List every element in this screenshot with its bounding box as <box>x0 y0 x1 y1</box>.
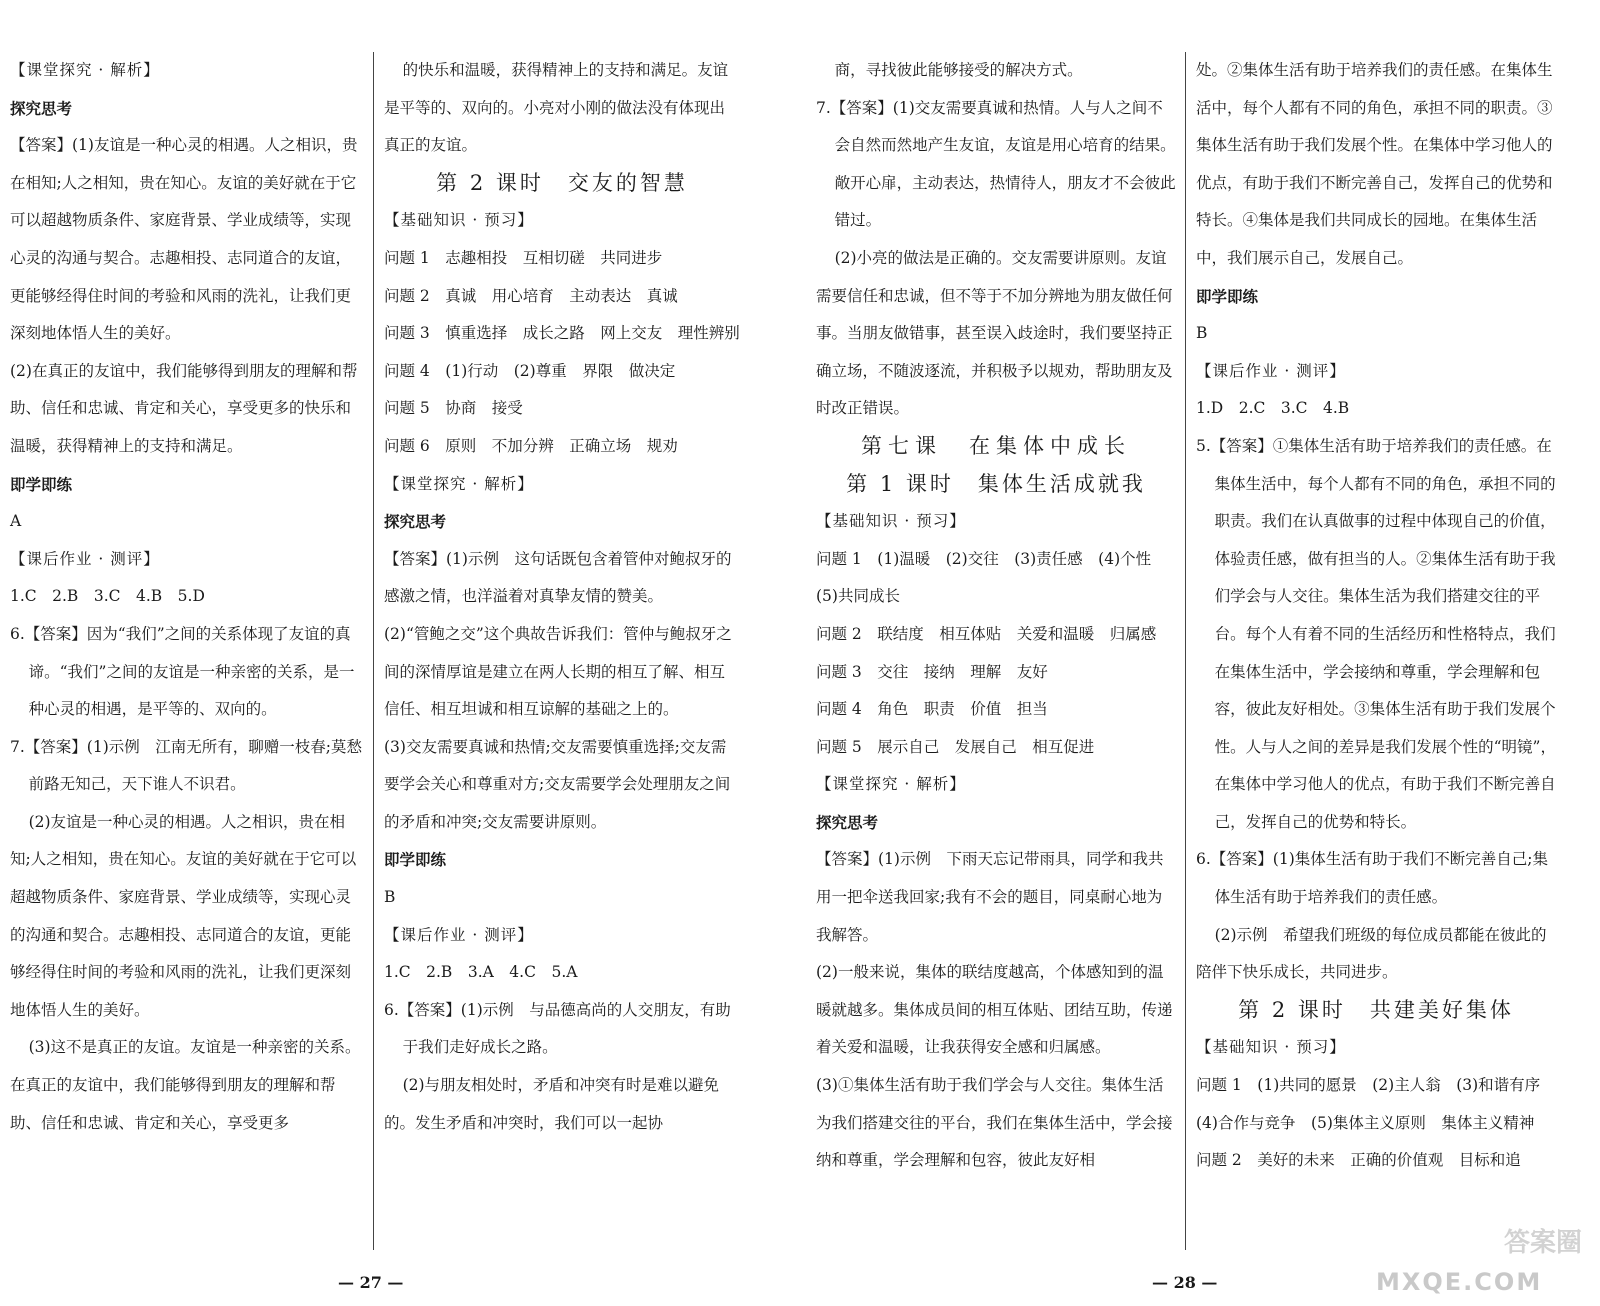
text-paragraph: 6.【答案】(1)集体生活有助于我们不断完善自己;集体生活有助于培养我们的责任感。 <box>1196 850 1548 907</box>
text-paragraph: 问题 5 协商 接受 <box>384 399 523 418</box>
text-paragraph: (2)“管鲍之交”这个典故告诉我们：管仲与鲍叔牙之间的深情厚谊是建立在两人长期的相互了解、相互信任、相互坦诚和相互谅解的基础之上的。 <box>384 624 732 719</box>
text-paragraph: 【答案】(1)友谊是一种心灵的相遇。人之相识，贵在相知;人之相知，贵在知心。友谊的美好就在于它可以超越物质条件、家庭背景、学业成绩等，实现心灵的沟通与契合。志趣相投、志同道合的友谊，更能够经得住时间的考验和风雨的洗礼，让我们更深刻地体悟人生的美好。 <box>10 136 358 343</box>
text-paragraph: A <box>10 512 22 531</box>
text-paragraph: 问题 2 真诚 用心培育 主动表达 真诚 <box>384 286 678 305</box>
text-paragraph: 问题 2 美好的未来 正确的价值观 目标和追 <box>1196 1151 1521 1170</box>
text-paragraph: 【课堂探究 · 解析】 <box>384 474 534 493</box>
text-paragraph: 即学即练 <box>384 850 447 870</box>
text-paragraph: 即学即练 <box>1196 286 1259 306</box>
watermark-logo <box>1376 1222 1586 1296</box>
text-paragraph: 问题 3 交往 接纳 理解 友好 <box>816 662 1048 681</box>
text-paragraph: (2)小亮的做法是正确的。交友需要讲原则。友谊需要信任和忠诚，但不等于不加分辨地为朋友做任何事。当朋友做错事，甚至误入歧途时，我们要坚持正确立场，不随波逐流，并积极予以规劝，帮助朋友及时改正错误。 <box>816 248 1173 418</box>
page-number: — 28 — <box>1152 1273 1218 1292</box>
watermark-cn: 答案圈 <box>1503 1228 1582 1258</box>
column-divider <box>1185 52 1186 1250</box>
text-paragraph: 问题 6 原则 不加分辨 正确立场 规劝 <box>384 436 678 455</box>
text-paragraph: 第 1 课时 集体生活成就我 <box>846 471 1146 496</box>
text-paragraph: 【基础知识 · 预习】 <box>816 512 966 531</box>
text-paragraph: 探究思考 <box>816 812 879 832</box>
text-paragraph: 问题 5 展示自己 发展自己 相互促进 <box>816 737 1095 756</box>
text-paragraph: 6.【答案】因为“我们”之间的关系体现了友谊的真谛。“我们”之间的友谊是一种亲密的关系，是一种心灵的相遇，是平等的、双向的。 <box>10 624 355 719</box>
text-paragraph: 7.【答案】(1)交友需要真诚和热情。人与人之间不会自然而然地产生友谊，友谊是用心培育的结果。敞开心扉，主动表达，热情待人，朋友才不会彼此错过。 <box>816 98 1176 230</box>
text-paragraph: 【课堂探究 · 解析】 <box>816 775 966 794</box>
text-paragraph: (3)这不是真正的友谊。友谊是一种亲密的关系。在真正的友谊中，我们能够得到朋友的理解和帮助、信任和忠诚、肯定和关心，享受更多 <box>10 1038 361 1132</box>
text-paragraph: (3)①集体生活有助于我们学会与人交往。集体生活为我们搭建交往的平台，我们在集体生活中，学会接纳和尊重，学会理解和包容，彼此友好相 <box>816 1076 1173 1170</box>
text-paragraph: 的快乐和温暖，获得精神上的支持和满足。友谊是平等的、双向的。小亮对小刚的做法没有体现出真正的友谊。 <box>384 61 729 155</box>
left-column-1 <box>10 52 362 1142</box>
text-paragraph: 【课后作业 · 测评】 <box>10 549 160 568</box>
text-paragraph: (2)友谊是一种心灵的相遇。人之相识，贵在相知;人之相知，贵在知心。友谊的美好就在于它可以超越物质条件、家庭背景、学业成绩等，实现心灵的沟通和契合。志趣相投、志同道合的友谊，更能够经得住时间的考验和风雨的洗礼，让我们更深刻地体悟人生的美好。 <box>10 812 357 1019</box>
text-paragraph: 第 2 课时 共建美好集体 <box>1238 997 1514 1022</box>
text-paragraph: 探究思考 <box>384 512 447 532</box>
right-page <box>800 0 1600 1306</box>
text-paragraph: 7.【答案】(1)示例 江南无所有，聊赠一枝春;莫愁前路无知己，天下谁人不识君。 <box>10 737 362 794</box>
column-divider <box>373 52 374 1250</box>
text-paragraph: 【课后作业 · 测评】 <box>1196 361 1346 380</box>
text-paragraph: 1.C 2.B 3.C 4.B 5.D <box>10 587 205 606</box>
left-page <box>0 0 790 1306</box>
text-paragraph: 问题 4 (1)行动 (2)尊重 界限 做决定 <box>384 361 676 380</box>
text-paragraph: 6.【答案】(1)示例 与品德高尚的人交朋友，有助于我们走好成长之路。 <box>384 1000 731 1057</box>
text-paragraph: 【课堂探究 · 解析】 <box>10 61 160 79</box>
text-paragraph: 问题 4 角色 职责 价值 担当 <box>816 700 1048 719</box>
text-paragraph: (2)在真正的友谊中，我们能够得到朋友的理解和帮助、信任和忠诚、肯定和关心，享受更多的快乐和温暖，获得精神上的支持和满足。 <box>10 361 358 455</box>
text-paragraph: 第 2 课时 交友的智慧 <box>436 170 688 195</box>
text-paragraph: 问题 1 志趣相投 互相切磋 共同进步 <box>384 248 663 267</box>
text-paragraph: 处。②集体生活有助于培养我们的责任感。在集体生活中，每个人都有不同的角色，承担不同的职责。③集体生活有助于我们发展个性。在集体中学习他人的优点，有助于我们不断完善自己，发挥自己的优势和特长。④集体是我们共同成长的园地。在集体生活中，我们展示自己，发展自己。 <box>1196 61 1553 267</box>
text-paragraph: 探究思考 <box>10 98 73 118</box>
watermark-en: MXQE.COM <box>1376 1268 1543 1296</box>
text-paragraph: 1.C 2.B 3.A 4.C 5.A <box>384 963 578 982</box>
text-paragraph: B <box>384 888 396 907</box>
text-paragraph: 问题 1 (1)共同的愿景 (2)主人翁 (3)和谐有序 (4)合作与竞争 (5)集体主义原则 集体主义精神 <box>1196 1076 1556 1132</box>
text-paragraph: 1.D 2.C 3.C 4.B <box>1196 399 1350 418</box>
text-paragraph: 即学即练 <box>10 474 73 494</box>
left-column-2 <box>384 52 740 1142</box>
text-paragraph: 【答案】(1)示例 这句话既包含着管仲对鲍叔牙的感激之情，也洋溢着对真挚友情的赞美。 <box>384 549 732 606</box>
text-paragraph: B <box>1196 324 1208 343</box>
text-paragraph: 问题 2 联结度 相互体贴 关爱和温暖 归属感 <box>816 624 1157 643</box>
text-paragraph: 【基础知识 · 预习】 <box>1196 1038 1346 1057</box>
text-paragraph: 【答案】(1)示例 下雨天忘记带雨具，同学和我共用一把伞送我回家;我有不会的题目，同桌耐心地为我解答。 <box>816 850 1164 944</box>
text-paragraph: 问题 3 慎重选择 成长之路 网上交友 理性辨别 <box>384 324 740 343</box>
text-paragraph: 【基础知识 · 预习】 <box>384 211 534 230</box>
text-paragraph: (2)一般来说，集体的联结度越高，个体感知到的温暖就越多。集体成员间的相互体贴、团结互助，传递着关爱和温暖，让我获得安全感和归属感。 <box>816 963 1173 1057</box>
right-column-1 <box>816 52 1176 1180</box>
text-paragraph: 5.【答案】①集体生活有助于培养我们的责任感。在集体生活中，每个人都有不同的角色，承担不同的职责。我们在认真做事的过程中体现自己的价值，体验责任感，做有担当的人。②集体生活有助于我们学会与人交往。集体生活为我们搭建交往的平台。每个人有着不同的生活经历和性格特点，我们在集体生活中，学会接纳和尊重，学会理解和包容，彼此友好相处。③集体生活有助于我们发展个性。人与人之间的差异是我们发展个性的“明镜”，在集体中学习他人的优点，有助于我们不断完善自己，发挥自己的优势和特长。 <box>1196 436 1556 831</box>
text-paragraph: 第七课 在集体中成长 <box>861 433 1131 458</box>
text-paragraph: 商，寻找彼此能够接受的解决方式。 <box>834 61 1083 79</box>
right-column-2 <box>1196 52 1556 1180</box>
text-paragraph: (2)示例 希望我们班级的每位成员都能在彼此的陪伴下快乐成长，共同进步。 <box>1196 925 1547 982</box>
text-paragraph: (3)交友需要真诚和热情;交友需要慎重选择;交友需要学会关心和尊重对方;交友需要学会处理朋友之间的矛盾和冲突;交友需要讲原则。 <box>384 737 731 831</box>
page-number: — 27 — <box>338 1273 404 1292</box>
text-paragraph: (2)与朋友相处时，矛盾和冲突有时是难以避免的。发生矛盾和冲突时，我们可以一起协 <box>384 1076 720 1132</box>
text-paragraph: 问题 1 (1)温暖 (2)交往 (3)责任感 (4)个性 (5)共同成长 <box>816 549 1167 606</box>
text-paragraph: 【课后作业 · 测评】 <box>384 925 534 944</box>
